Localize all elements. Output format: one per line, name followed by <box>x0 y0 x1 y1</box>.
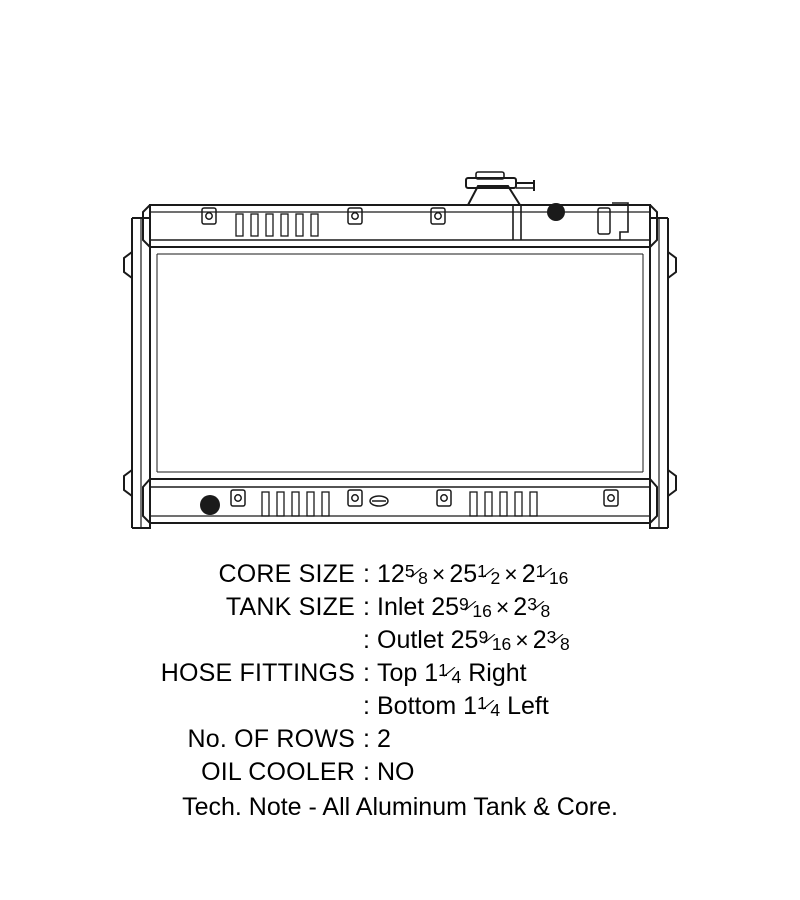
fraction-numerator: 1 <box>477 692 487 713</box>
upper-mounting-stud <box>547 203 565 221</box>
spec-value <box>363 692 800 721</box>
fraction <box>546 626 570 655</box>
fraction-denominator: 2 <box>490 568 501 589</box>
spec-row <box>0 626 800 659</box>
multiplication-sign: × <box>504 561 518 587</box>
spec-text: 2 <box>377 725 391 753</box>
spec-value <box>363 626 800 655</box>
spec-row <box>0 659 800 692</box>
spec-label: HOSE FITTINGS <box>160 659 355 687</box>
fraction-bar: ⁄ <box>485 628 495 649</box>
spec-colon: : <box>363 560 370 588</box>
fraction-numerator: 9 <box>459 593 469 614</box>
spec-colon: : <box>363 659 370 687</box>
fraction-denominator: 8 <box>540 601 551 622</box>
spec-row <box>0 758 800 791</box>
fraction <box>438 659 462 688</box>
fraction-numerator: 1 <box>438 659 448 680</box>
spec-text: 2 <box>521 560 536 588</box>
spec-value <box>363 725 800 754</box>
fraction <box>535 560 569 589</box>
spec-label: OIL COOLER <box>201 758 355 786</box>
spec-value <box>363 659 800 688</box>
spec-colon: : <box>363 692 370 720</box>
spec-value <box>363 560 800 589</box>
spec-label: No. OF ROWS <box>187 725 355 753</box>
radiator-core <box>150 247 650 479</box>
multiplication-sign: × <box>515 627 529 653</box>
fraction-bar: ⁄ <box>412 562 422 583</box>
fraction-bar: ⁄ <box>445 661 455 682</box>
fraction <box>459 593 492 622</box>
spec-text: Right <box>461 659 527 687</box>
spec-row <box>0 593 800 626</box>
fraction-denominator: 8 <box>418 568 428 589</box>
spec-label: TANK SIZE <box>225 593 355 621</box>
spec-text: 25 <box>449 560 478 588</box>
fraction-bar: ⁄ <box>484 562 494 583</box>
spec-row <box>0 692 800 725</box>
spec-value <box>363 758 800 787</box>
fraction-denominator: 16 <box>491 634 512 655</box>
fraction-numerator: 9 <box>478 626 489 647</box>
specification-table <box>0 560 800 791</box>
fraction-bar: ⁄ <box>553 628 563 649</box>
spec-text: NO <box>377 758 415 786</box>
spec-text: 2 <box>513 593 528 621</box>
fraction-denominator: 4 <box>490 700 501 721</box>
spec-value <box>363 593 800 622</box>
spec-text: Left <box>500 692 549 720</box>
fraction-bar: ⁄ <box>534 595 544 616</box>
fraction-bar: ⁄ <box>484 694 494 715</box>
lower-mounting-stud <box>200 495 220 515</box>
fraction-numerator: 1 <box>535 560 546 581</box>
fraction <box>527 593 551 622</box>
fraction <box>478 626 512 655</box>
spec-colon: : <box>363 626 370 654</box>
fraction-denominator: 16 <box>548 568 569 589</box>
left-side-rail <box>124 218 150 528</box>
spec-text: Bottom 1 <box>377 692 478 720</box>
fraction-bar: ⁄ <box>466 595 476 616</box>
fraction-denominator: 16 <box>472 601 492 622</box>
right-side-rail <box>650 218 676 528</box>
fraction-numerator: 3 <box>546 626 557 647</box>
fraction <box>404 560 428 589</box>
fraction-numerator: 1 <box>477 560 487 581</box>
spec-text: Outlet 25 <box>377 626 479 654</box>
spec-row <box>0 725 800 758</box>
spec-row <box>0 560 800 593</box>
spec-colon: : <box>363 725 370 753</box>
fraction-bar: ⁄ <box>542 562 552 583</box>
spec-text: Inlet 25 <box>377 593 460 621</box>
multiplication-sign: × <box>431 561 446 587</box>
fraction <box>477 692 501 721</box>
lower-tank <box>143 479 657 523</box>
fraction-numerator: 5 <box>404 560 415 581</box>
fraction-denominator: 4 <box>451 667 462 688</box>
fraction-denominator: 8 <box>559 634 570 655</box>
spec-text: 12 <box>377 560 405 588</box>
spec-text: 2 <box>532 626 547 654</box>
tech-note: Tech. Note - All Aluminum Tank & Core. <box>182 793 618 821</box>
multiplication-sign: × <box>495 594 510 620</box>
fraction <box>477 560 501 589</box>
spec-colon: : <box>363 758 370 786</box>
fraction-numerator: 3 <box>527 593 537 614</box>
spec-label: CORE SIZE <box>218 560 355 588</box>
upper-tank <box>143 203 657 247</box>
spec-text: Top 1 <box>377 659 439 687</box>
spec-colon: : <box>363 593 370 621</box>
